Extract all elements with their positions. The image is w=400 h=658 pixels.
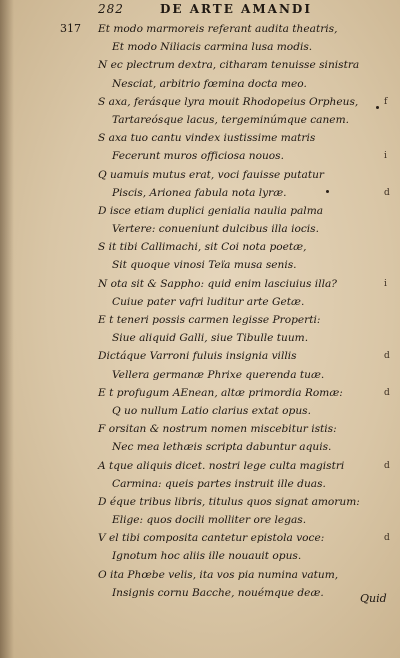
verse-line [0, 166, 400, 184]
verse-line [0, 38, 400, 56]
verse-line-text: Et modo marmoreis referant audita theatris, [98, 23, 338, 35]
verse-line-text: Et modo Niliacis carmina lusa modis. [112, 41, 313, 54]
verse-line-text: Tartareósque lacus, tergeminúmque canem. [112, 113, 349, 126]
verse-line-text: V el tibi composita cantetur epistola voce: [98, 532, 325, 545]
verse-line-text: A tque aliquis dicet. nostri lege culta magistri [98, 459, 345, 472]
verse-line-text: Insignis cornu Bacche, nouémque deæ. [112, 586, 324, 599]
verse-line-text: Cuiue pater vafri luditur arte Getæ. [112, 295, 305, 308]
margin-mark: d [384, 187, 390, 198]
verse-line [0, 547, 400, 565]
verse-line-text: O ita Phœbe velis, ita vos pia numina vatum, [98, 568, 339, 581]
verse-line [0, 256, 400, 274]
verse-line-text: D isce etiam duplici genialia naulia palma [98, 204, 324, 217]
verse-line-text: Vellera germanæ Phrixe querenda tuæ. [112, 368, 325, 381]
verse-line [0, 438, 400, 456]
catchword: Quid [360, 592, 387, 605]
verse-line-text: Fecerunt muros officiosa nouos. [112, 150, 284, 163]
verse-line [0, 111, 400, 129]
verse-line-text: S axa tuo cantu vindex iustissime matris [98, 132, 316, 145]
verse-line-text: Dictáque Varroni fuluis insignia villis [98, 350, 297, 363]
verse-line [0, 147, 400, 165]
verse-line [0, 329, 400, 347]
verse-line-text: Nec mea lethæis scripta dabuntur aquis. [112, 441, 332, 454]
verse-line [0, 20, 400, 38]
verse-line-text: F orsitan & nostrum nomen miscebitur istis: [98, 423, 337, 436]
verse-line [0, 584, 400, 602]
verse-line-text: S it tibi Callimachi, sit Coi nota poetæ, [98, 241, 307, 254]
verse-line [0, 56, 400, 74]
verse-line [0, 511, 400, 529]
verse-line-text: Carmina: queis partes instruit ille duas. [112, 477, 326, 490]
verse-line-text: Nesciat, arbitrio fœmina docta meo. [112, 77, 307, 90]
verse-line [0, 420, 400, 438]
verse-line [0, 238, 400, 256]
verse-line-text: D éque tribus libris, titulus quos signat amorum: [98, 495, 360, 508]
verse-line-text: Piscis, Arionea fabula nota lyræ. [112, 186, 287, 199]
margin-mark: d [384, 460, 390, 471]
verse-line-text: Vertere: conueniunt dulcibus illa iocis. [112, 223, 319, 236]
verse-line [0, 293, 400, 311]
verse-line-text: S axa, ferásque lyra mouit Rhodopeius Orpheus, [98, 95, 359, 108]
verse-line [0, 566, 400, 584]
verse-line-text: N ec plectrum dextra, citharam tenuisse sinistra [98, 59, 360, 72]
verse-line [0, 129, 400, 147]
margin-mark: f [384, 96, 388, 107]
verse-line [0, 184, 400, 202]
verse-number: 317 [60, 22, 81, 35]
verse-line [0, 366, 400, 384]
margin-mark: d [384, 387, 390, 398]
margin-mark: d [384, 533, 390, 544]
verse-line [0, 202, 400, 220]
page-number: 282 [98, 2, 124, 16]
verse-line [0, 475, 400, 493]
verse-line-text: E t teneri possis carmen legisse Properti: [98, 314, 321, 326]
verse-line-text: Elige: quos docili molliter ore legas. [112, 514, 307, 527]
verse-line [0, 311, 400, 329]
margin-mark: d [384, 351, 390, 362]
verse-line [0, 347, 400, 365]
verse-block [0, 20, 400, 602]
verse-line [0, 529, 400, 547]
verse-line [0, 220, 400, 238]
ink-speck [326, 190, 329, 193]
ink-speck [376, 106, 379, 109]
margin-mark: i [384, 151, 387, 162]
verse-line [0, 384, 400, 402]
verse-line-text: Q uamuis mutus erat, voci fauisse putatur [98, 168, 324, 181]
verse-line-text: N ota sit & Sappho: quid enim lasciuius illa? [98, 277, 337, 290]
verse-line-text: Q uo nullum Latio clarius extat opus. [112, 404, 311, 417]
verse-line [0, 493, 400, 511]
running-title: DE ARTE AMANDI [160, 2, 312, 16]
verse-line-text: Siue aliquid Galli, siue Tibulle tuum. [112, 332, 309, 345]
verse-line-text: E t profugum AEnean, altæ primordia Romæ: [98, 386, 343, 399]
verse-line [0, 275, 400, 293]
verse-line [0, 93, 400, 111]
verse-line-text: Ignotum hoc aliis ille nouauit opus. [112, 550, 302, 563]
verse-line [0, 457, 400, 475]
verse-line [0, 402, 400, 420]
verse-line-text: Sit quoque vinosi Teïa musa senis. [112, 259, 297, 272]
verse-line [0, 75, 400, 93]
margin-mark: i [384, 278, 387, 289]
